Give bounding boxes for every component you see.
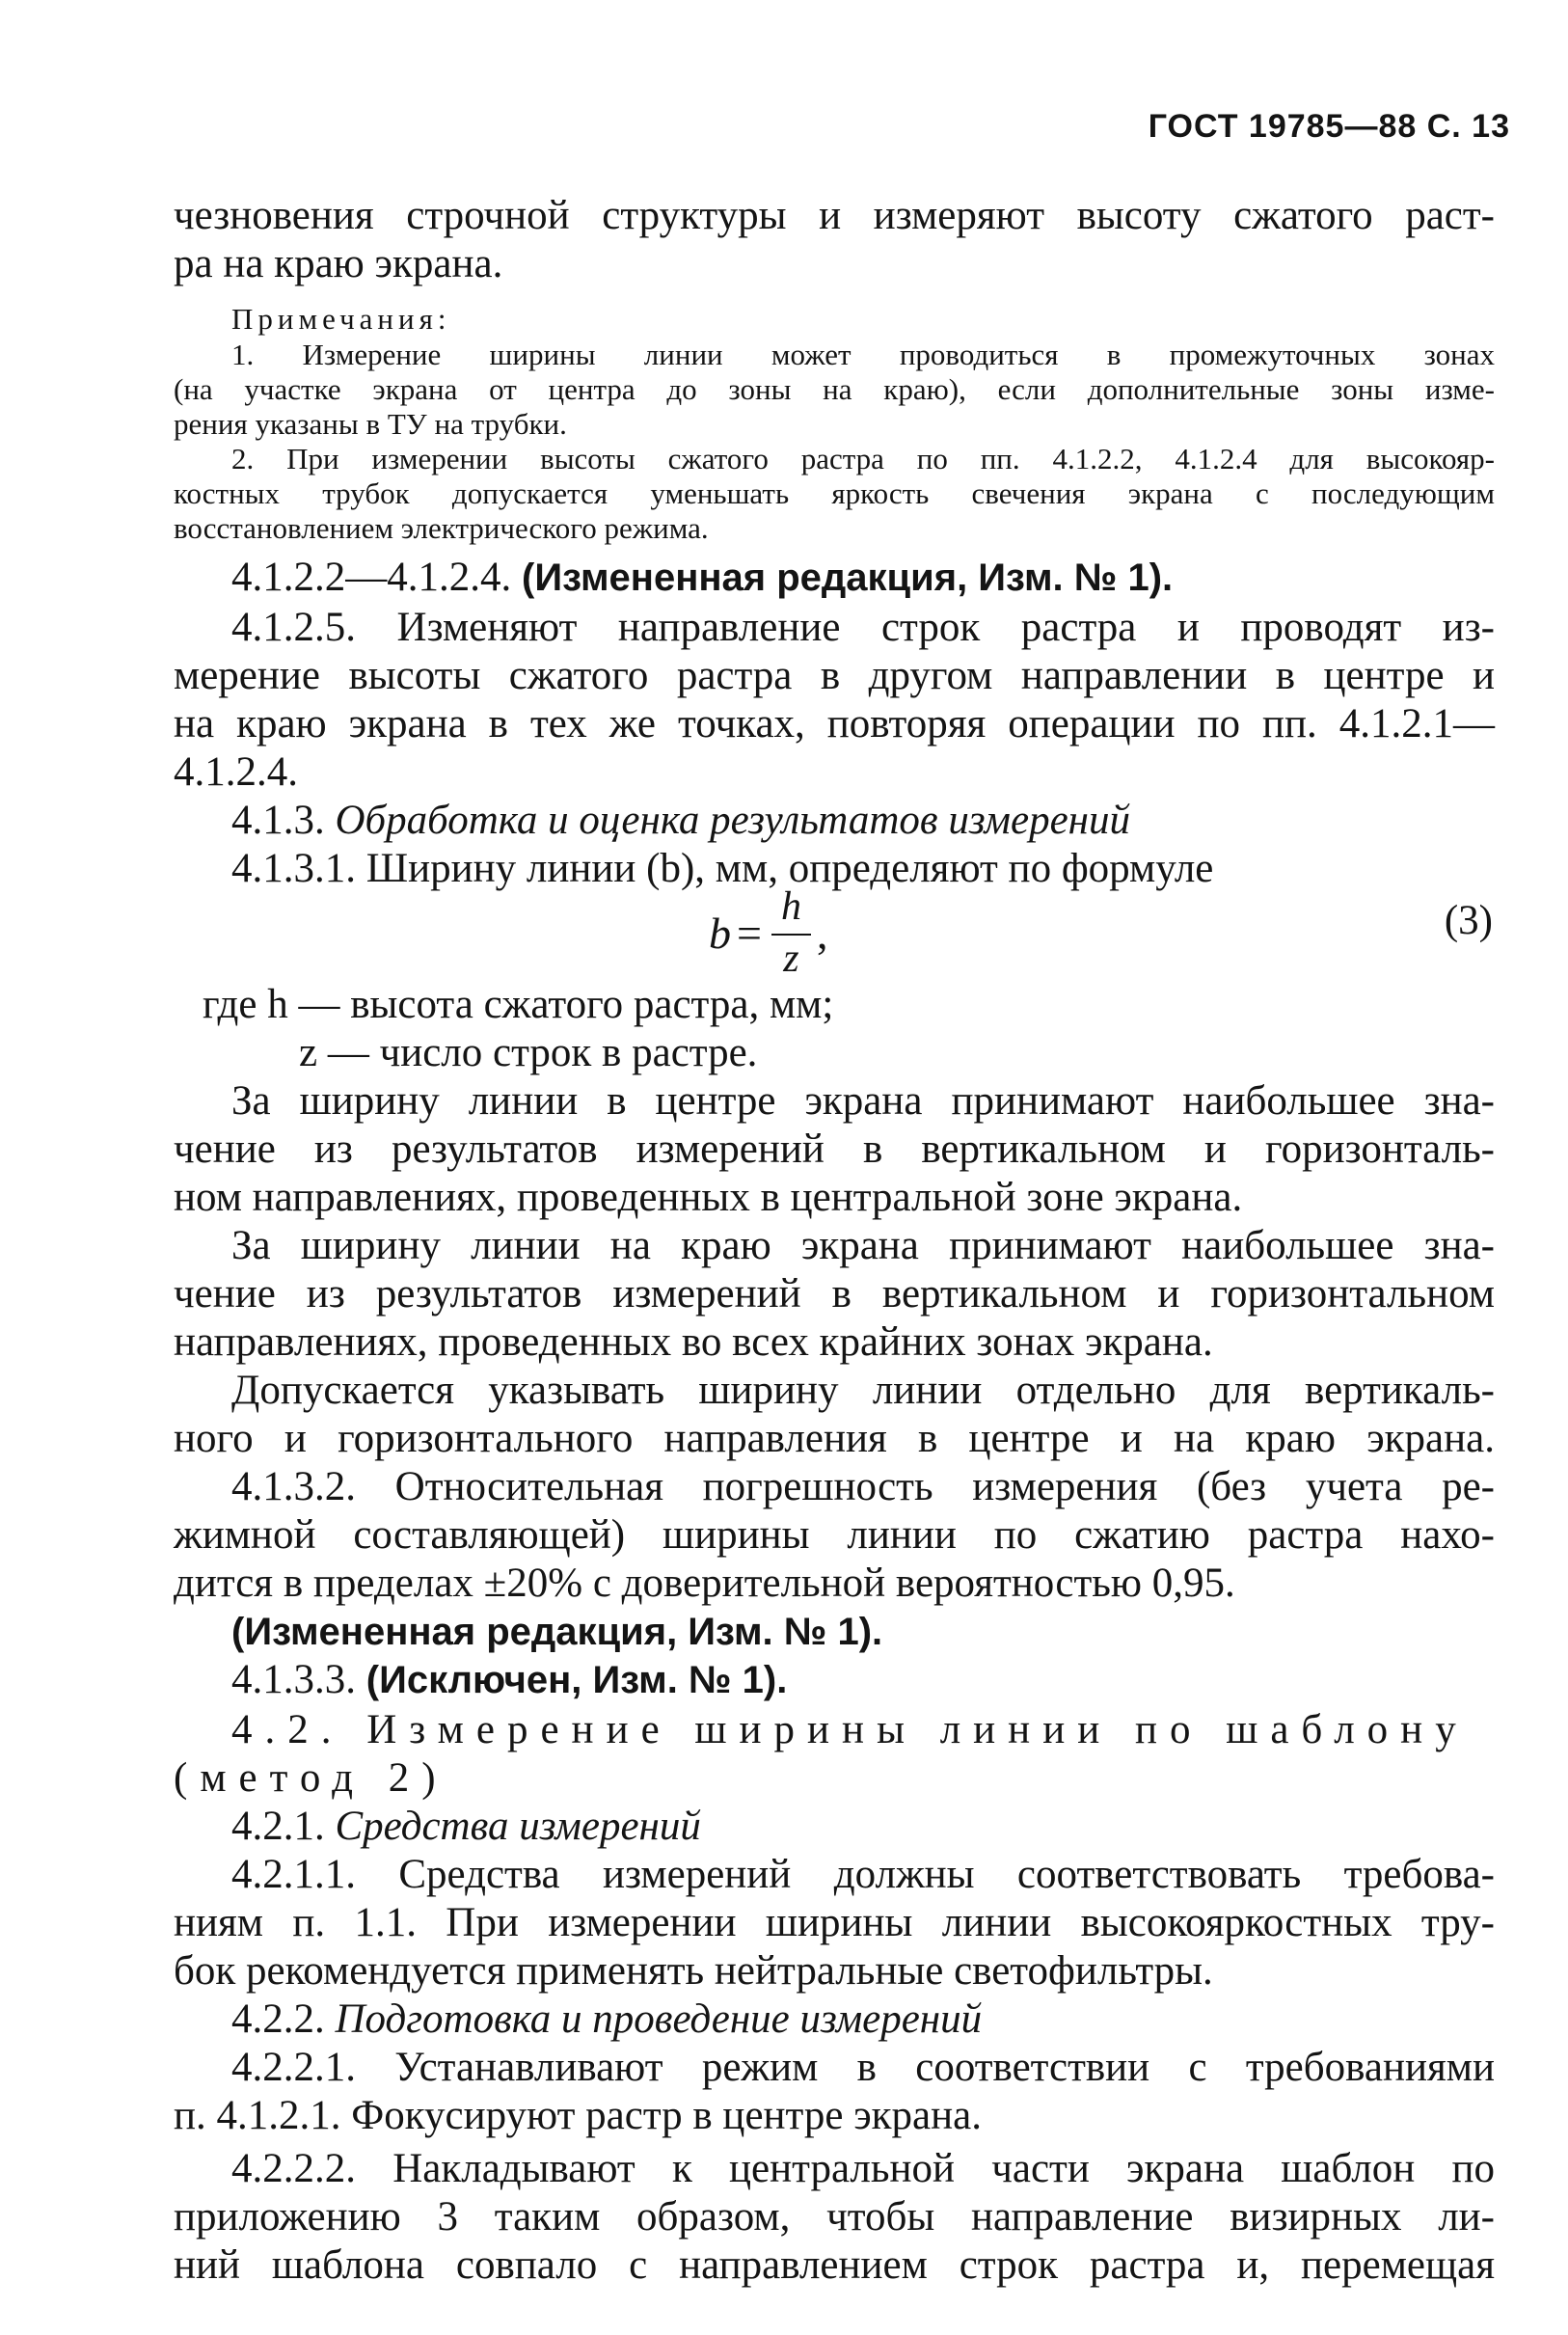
text-line: 4.2.1.1. Средства измерений должны соответствовать требова-: [231, 1852, 1495, 1897]
section-heading: [231, 798, 1495, 844]
section-heading: [231, 1804, 1495, 1850]
text-line: ного и горизонтального направления в центре и на краю экрана.: [174, 1416, 1495, 1461]
formula-fraction: [771, 885, 811, 980]
text-line: жимной составляющей) ширины линии по сжатию растра нахо-: [174, 1512, 1495, 1558]
text-line: z — число строк в растре.: [299, 1030, 758, 1075]
formula-comma: ,: [816, 908, 828, 958]
text-line: бок рекомендуется применять нейтральные светофильтры.: [174, 1948, 1213, 1994]
note-line: рения указаны в ТУ на трубки.: [174, 407, 567, 441]
equation-number: (3): [1444, 898, 1493, 943]
text-line: 4.2.2.1. Устанавливают режим в соответствии с требованиями: [231, 2045, 1495, 2090]
note-line: костных трубок допускается уменьшать яркость свечения экрана с последующим: [174, 476, 1495, 510]
text-line: мерение высоты сжатого растра в другом направлении в центре и: [174, 653, 1495, 698]
text-line: где h — высота сжатого растра, мм;: [203, 982, 834, 1027]
text-line: 4.1.3.1. Ширину линии (b), мм, определяют по формуле: [231, 846, 1214, 891]
clause-number: 4.2.2.: [231, 1996, 325, 2042]
text-line: [231, 555, 1495, 601]
text-line: 4.1.3.2. Относительная погрешность измерения (без учета ре-: [231, 1464, 1495, 1509]
text-line: 4.2.2.2. Накладывают к центральной части экрана шаблон по: [231, 2146, 1495, 2191]
formula-3: [709, 885, 827, 980]
formula-lhs: b: [709, 908, 731, 958]
amendment-note: (Исключен, Изм. № 1).: [365, 1659, 788, 1701]
note-line: 1. Измерение ширины линии может проводиться в промежуточных зонах: [231, 338, 1495, 371]
clause-number: 4.1.3.: [231, 798, 325, 843]
text-line: направлениях, проведенных во всех крайних зонах экрана.: [174, 1319, 1213, 1365]
clause-number: 4.1.2.2—4.1.2.4.: [231, 555, 512, 600]
method-heading: 4.2. Измерение ширины линии по шаблону: [231, 1707, 1469, 1752]
text-line: 4.1.2.5. Изменяют направление строк растра и проводят из-: [231, 605, 1495, 650]
clause-number: 4.1.3.3.: [231, 1657, 356, 1702]
text-line: [231, 1657, 1495, 1703]
text-line: ра на краю экрана.: [174, 241, 503, 286]
amendment-note: (Измененная редакция, Изм. № 1).: [522, 557, 1174, 599]
note-line: восстановлением электрического режима.: [174, 511, 709, 545]
text-line: ниям п. 1.1. При измерении ширины линии высокояркостных тру-: [174, 1900, 1495, 1945]
method-heading: (метод 2): [174, 1755, 448, 1801]
note-line: 2. При измерении высоты сжатого растра по пп. 4.1.2.2, 4.1.2.4 для высокояр-: [231, 442, 1495, 475]
text-line: ний шаблона совпало с направлением строк растра и, перемещая: [174, 2242, 1495, 2288]
text-line: Допускается указывать ширину линии отдельно для вертикаль-: [231, 1368, 1495, 1413]
text-line: ном направлениях, проведенных в центральной зоне экрана.: [174, 1175, 1243, 1220]
section-heading: [231, 1996, 1495, 2043]
formula-equals: =: [737, 908, 762, 958]
text-line: За ширину линии в центре экрана принимают наибольшее зна-: [231, 1078, 1495, 1124]
text-line: приложению 3 таким образом, чтобы направление визирных ли-: [174, 2194, 1495, 2240]
text-line: За ширину линии на краю экрана принимают наибольшее зна-: [231, 1223, 1495, 1268]
text-line: 4.1.2.4.: [174, 749, 298, 795]
text-line: чезновения строчной структуры и измеряют высоту сжатого раст-: [174, 193, 1495, 238]
clause-number: 4.2.1.: [231, 1804, 325, 1849]
note-line: (на участке экрана от центра до зоны на краю), если дополнительные зоны изме-: [174, 372, 1495, 406]
text-line: на краю экрана в тех же точках, повторяя операции по пп. 4.1.2.1—: [174, 701, 1495, 747]
page-header: ГОСТ 19785—88 С. 13: [1148, 108, 1510, 145]
section-title: Средства измерений: [335, 1804, 701, 1849]
amendment-note: (Измененная редакция, Изм. № 1).: [231, 1611, 883, 1653]
notes-heading: Примечания:: [231, 302, 451, 336]
formula-denominator: z: [783, 937, 799, 981]
section-title: Подготовка и проведение измерений: [335, 1996, 983, 2042]
text-line: дится в пределах ±20% с доверительной вероятностью 0,95.: [174, 1561, 1235, 1606]
formula-numerator: h: [771, 885, 811, 936]
text-line: чение из результатов измерений в вертикальном и горизонталь-: [174, 1127, 1495, 1172]
text-line: чение из результатов измерений в вертикальном и горизонтальном: [174, 1271, 1495, 1317]
section-title: Обработка и оценка результатов измерений: [335, 798, 1130, 843]
text-line: п. 4.1.2.1. Фокусируют растр в центре экрана.: [174, 2093, 982, 2138]
